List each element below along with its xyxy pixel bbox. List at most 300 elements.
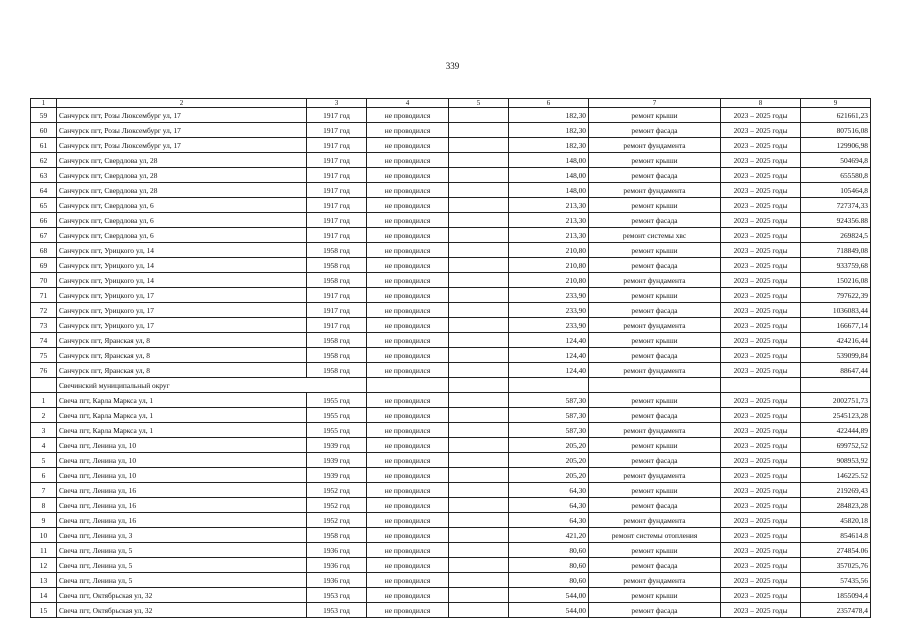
row-number-cell: 72 bbox=[31, 303, 57, 318]
address-cell: Санчурск пгт, Свердлова ул, 28 bbox=[57, 153, 307, 168]
table-row bbox=[31, 513, 871, 528]
year-cell: 1917 год bbox=[307, 198, 367, 213]
empty-cell bbox=[449, 273, 509, 288]
period-cell: 2023 – 2025 годы bbox=[721, 168, 801, 183]
area-cell: 182,30 bbox=[509, 138, 589, 153]
year-cell: 1952 год bbox=[307, 483, 367, 498]
period-cell: 2023 – 2025 годы bbox=[721, 303, 801, 318]
status-cell: не проводился bbox=[367, 438, 449, 453]
year-cell: 1939 год bbox=[307, 468, 367, 483]
work-type-cell: ремонт фасада bbox=[589, 453, 721, 468]
area-cell: 182,30 bbox=[509, 123, 589, 138]
empty-cell bbox=[449, 153, 509, 168]
address-cell: Свеча пгт, Карла Маркса ул, 1 bbox=[57, 423, 307, 438]
table-row bbox=[31, 153, 871, 168]
table-row bbox=[31, 213, 871, 228]
address-cell: Свеча пгт, Октябрьская ул, 32 bbox=[57, 588, 307, 603]
cost-cell: 146225.52 bbox=[801, 468, 871, 483]
empty-cell bbox=[449, 498, 509, 513]
cost-cell: 284823,28 bbox=[801, 498, 871, 513]
status-cell: не проводился bbox=[367, 153, 449, 168]
section-empty-cell bbox=[509, 378, 589, 393]
row-number-cell: 70 bbox=[31, 273, 57, 288]
status-cell: не проводился bbox=[367, 123, 449, 138]
table-row bbox=[31, 288, 871, 303]
table-row bbox=[31, 333, 871, 348]
address-cell: Свеча пгт, Ленина ул, 10 bbox=[57, 438, 307, 453]
works-table bbox=[30, 98, 871, 618]
col-header: 6 bbox=[509, 99, 589, 108]
status-cell: не проводился bbox=[367, 198, 449, 213]
row-number-cell: 75 bbox=[31, 348, 57, 363]
cost-cell: 219269,43 bbox=[801, 483, 871, 498]
period-cell: 2023 – 2025 годы bbox=[721, 288, 801, 303]
period-cell: 2023 – 2025 годы bbox=[721, 243, 801, 258]
period-cell: 2023 – 2025 годы bbox=[721, 543, 801, 558]
area-cell: 148,00 bbox=[509, 168, 589, 183]
area-cell: 64,30 bbox=[509, 483, 589, 498]
work-type-cell: ремонт системы отопления bbox=[589, 528, 721, 543]
period-cell: 2023 – 2025 годы bbox=[721, 258, 801, 273]
empty-cell bbox=[449, 228, 509, 243]
empty-cell bbox=[449, 108, 509, 123]
empty-cell bbox=[449, 513, 509, 528]
cost-cell: 45820,18 bbox=[801, 513, 871, 528]
year-cell: 1936 год bbox=[307, 543, 367, 558]
row-number-cell: 13 bbox=[31, 573, 57, 588]
area-cell: 80,60 bbox=[509, 543, 589, 558]
work-type-cell: ремонт крыши bbox=[589, 588, 721, 603]
year-cell: 1917 год bbox=[307, 228, 367, 243]
section-title: Свечинский муниципальный округ bbox=[57, 378, 367, 393]
section-empty-cell bbox=[589, 378, 721, 393]
status-cell: не проводился bbox=[367, 333, 449, 348]
status-cell: не проводился bbox=[367, 168, 449, 183]
status-cell: не проводился bbox=[367, 603, 449, 618]
row-number-cell: 2 bbox=[31, 408, 57, 423]
period-cell: 2023 – 2025 годы bbox=[721, 363, 801, 378]
table-row bbox=[31, 228, 871, 243]
area-cell: 233,90 bbox=[509, 318, 589, 333]
empty-cell bbox=[449, 453, 509, 468]
row-number-cell: 14 bbox=[31, 588, 57, 603]
col-header: 3 bbox=[307, 99, 367, 108]
address-cell: Санчурск пгт, Урицкого ул, 14 bbox=[57, 258, 307, 273]
status-cell: не проводился bbox=[367, 303, 449, 318]
cost-cell: 1036083,44 bbox=[801, 303, 871, 318]
period-cell: 2023 – 2025 годы bbox=[721, 183, 801, 198]
area-cell: 124,40 bbox=[509, 348, 589, 363]
period-cell: 2023 – 2025 годы bbox=[721, 573, 801, 588]
year-cell: 1958 год bbox=[307, 333, 367, 348]
cost-cell: 797622,39 bbox=[801, 288, 871, 303]
status-cell: не проводился bbox=[367, 363, 449, 378]
year-cell: 1958 год bbox=[307, 243, 367, 258]
row-number-cell: 6 bbox=[31, 468, 57, 483]
cost-cell: 655580,8 bbox=[801, 168, 871, 183]
empty-cell bbox=[449, 303, 509, 318]
col-header: 1 bbox=[31, 99, 57, 108]
address-cell: Санчурск пгт, Свердлова ул, 6 bbox=[57, 213, 307, 228]
year-cell: 1917 год bbox=[307, 123, 367, 138]
period-cell: 2023 – 2025 годы bbox=[721, 123, 801, 138]
area-cell: 80,60 bbox=[509, 558, 589, 573]
empty-cell bbox=[449, 423, 509, 438]
row-number-cell: 69 bbox=[31, 258, 57, 273]
period-cell: 2023 – 2025 годы bbox=[721, 483, 801, 498]
address-cell: Свеча пгт, Ленина ул, 16 bbox=[57, 483, 307, 498]
period-cell: 2023 – 2025 годы bbox=[721, 333, 801, 348]
cost-cell: 933759,68 bbox=[801, 258, 871, 273]
cost-cell: 2357478,4 bbox=[801, 603, 871, 618]
section-empty-cell bbox=[721, 378, 801, 393]
empty-cell bbox=[449, 393, 509, 408]
period-cell: 2023 – 2025 годы bbox=[721, 453, 801, 468]
table-row bbox=[31, 483, 871, 498]
empty-cell bbox=[449, 258, 509, 273]
area-cell: 124,40 bbox=[509, 363, 589, 378]
empty-cell bbox=[449, 438, 509, 453]
work-type-cell: ремонт фундамента bbox=[589, 468, 721, 483]
table-row bbox=[31, 468, 871, 483]
work-type-cell: ремонт фасада bbox=[589, 408, 721, 423]
col-header: 8 bbox=[721, 99, 801, 108]
address-cell: Санчурск пгт, Розы Люксембург ул, 17 bbox=[57, 123, 307, 138]
table-row bbox=[31, 423, 871, 438]
area-cell: 210,80 bbox=[509, 258, 589, 273]
cost-cell: 924356.88 bbox=[801, 213, 871, 228]
empty-cell bbox=[449, 213, 509, 228]
row-number-cell: 59 bbox=[31, 108, 57, 123]
area-cell: 148,00 bbox=[509, 183, 589, 198]
table-row bbox=[31, 573, 871, 588]
work-type-cell: ремонт системы хвс bbox=[589, 228, 721, 243]
table-row bbox=[31, 183, 871, 198]
empty-cell bbox=[449, 318, 509, 333]
cost-cell: 1855094,4 bbox=[801, 588, 871, 603]
area-cell: 182,30 bbox=[509, 108, 589, 123]
period-cell: 2023 – 2025 годы bbox=[721, 153, 801, 168]
year-cell: 1958 год bbox=[307, 258, 367, 273]
row-number-cell: 61 bbox=[31, 138, 57, 153]
year-cell: 1917 год bbox=[307, 288, 367, 303]
row-number-cell: 9 bbox=[31, 513, 57, 528]
cost-cell: 57435,56 bbox=[801, 573, 871, 588]
address-cell: Санчурск пгт, Розы Люксембург ул, 17 bbox=[57, 138, 307, 153]
address-cell: Санчурск пгт, Урицкого ул, 17 bbox=[57, 318, 307, 333]
cost-cell: 504694,8 bbox=[801, 153, 871, 168]
period-cell: 2023 – 2025 годы bbox=[721, 423, 801, 438]
table-row bbox=[31, 543, 871, 558]
area-cell: 205,20 bbox=[509, 468, 589, 483]
year-cell: 1958 год bbox=[307, 273, 367, 288]
empty-cell bbox=[449, 528, 509, 543]
year-cell: 1953 год bbox=[307, 588, 367, 603]
cost-cell: 2545123,28 bbox=[801, 408, 871, 423]
table-row bbox=[31, 108, 871, 123]
address-cell: Свеча пгт, Октябрьская ул, 32 bbox=[57, 603, 307, 618]
address-cell: Санчурск пгт, Свердлова ул, 6 bbox=[57, 198, 307, 213]
table-row bbox=[31, 393, 871, 408]
row-number-cell: 62 bbox=[31, 153, 57, 168]
empty-cell bbox=[449, 468, 509, 483]
row-number-cell: 67 bbox=[31, 228, 57, 243]
year-cell: 1917 год bbox=[307, 153, 367, 168]
empty-cell bbox=[449, 243, 509, 258]
row-number-cell: 66 bbox=[31, 213, 57, 228]
row-number-cell: 68 bbox=[31, 243, 57, 258]
period-cell: 2023 – 2025 годы bbox=[721, 393, 801, 408]
year-cell: 1939 год bbox=[307, 438, 367, 453]
period-cell: 2023 – 2025 годы bbox=[721, 513, 801, 528]
address-cell: Санчурск пгт, Свердлова ул, 28 bbox=[57, 168, 307, 183]
address-cell: Свеча пгт, Ленина ул, 3 bbox=[57, 528, 307, 543]
area-cell: 544,00 bbox=[509, 603, 589, 618]
year-cell: 1939 год bbox=[307, 453, 367, 468]
year-cell: 1958 год bbox=[307, 363, 367, 378]
row-number-cell: 12 bbox=[31, 558, 57, 573]
empty-cell bbox=[449, 183, 509, 198]
cost-cell: 269824,5 bbox=[801, 228, 871, 243]
address-cell: Санчурск пгт, Урицкого ул, 14 bbox=[57, 273, 307, 288]
row-number-cell: 73 bbox=[31, 318, 57, 333]
year-cell: 1917 год bbox=[307, 108, 367, 123]
cost-cell: 150216,08 bbox=[801, 273, 871, 288]
period-cell: 2023 – 2025 годы bbox=[721, 438, 801, 453]
table-row bbox=[31, 258, 871, 273]
address-cell: Санчурск пгт, Яранская ул, 8 bbox=[57, 348, 307, 363]
address-cell: Свеча пгт, Ленина ул, 16 bbox=[57, 513, 307, 528]
cost-cell: 2002751,73 bbox=[801, 393, 871, 408]
area-cell: 544,00 bbox=[509, 588, 589, 603]
work-type-cell: ремонт крыши bbox=[589, 153, 721, 168]
page-number: 339 bbox=[445, 61, 460, 71]
section-empty-cell bbox=[367, 378, 449, 393]
empty-cell bbox=[449, 558, 509, 573]
status-cell: не проводился bbox=[367, 348, 449, 363]
year-cell: 1917 год bbox=[307, 318, 367, 333]
cost-cell: 807516,08 bbox=[801, 123, 871, 138]
cost-cell: 422444,89 bbox=[801, 423, 871, 438]
area-cell: 587,30 bbox=[509, 408, 589, 423]
table-row bbox=[31, 438, 871, 453]
table-row bbox=[31, 318, 871, 333]
table-row bbox=[31, 123, 871, 138]
period-cell: 2023 – 2025 годы bbox=[721, 318, 801, 333]
status-cell: не проводился bbox=[367, 468, 449, 483]
address-cell: Санчурск пгт, Урицкого ул, 14 bbox=[57, 243, 307, 258]
table-row bbox=[31, 408, 871, 423]
area-cell: 64,30 bbox=[509, 513, 589, 528]
work-type-cell: ремонт фасада bbox=[589, 258, 721, 273]
area-cell: 210,80 bbox=[509, 273, 589, 288]
table-row bbox=[31, 363, 871, 378]
area-cell: 205,20 bbox=[509, 453, 589, 468]
period-cell: 2023 – 2025 годы bbox=[721, 198, 801, 213]
table-row bbox=[31, 198, 871, 213]
row-number-cell: 63 bbox=[31, 168, 57, 183]
cost-cell: 166677,14 bbox=[801, 318, 871, 333]
area-cell: 64,30 bbox=[509, 498, 589, 513]
table-row bbox=[31, 528, 871, 543]
year-cell: 1955 год bbox=[307, 408, 367, 423]
area-cell: 213,30 bbox=[509, 213, 589, 228]
cost-cell: 357025,76 bbox=[801, 558, 871, 573]
year-cell: 1917 год bbox=[307, 138, 367, 153]
address-cell: Свеча пгт, Ленина ул, 5 bbox=[57, 573, 307, 588]
table-row bbox=[31, 168, 871, 183]
work-type-cell: ремонт крыши bbox=[589, 393, 721, 408]
year-cell: 1952 год bbox=[307, 513, 367, 528]
period-cell: 2023 – 2025 годы bbox=[721, 498, 801, 513]
status-cell: не проводился bbox=[367, 108, 449, 123]
table-row bbox=[31, 348, 871, 363]
empty-cell bbox=[449, 408, 509, 423]
year-cell: 1936 год bbox=[307, 558, 367, 573]
row-number-cell: 60 bbox=[31, 123, 57, 138]
empty-cell bbox=[449, 288, 509, 303]
work-type-cell: ремонт фундамента bbox=[589, 363, 721, 378]
area-cell: 233,90 bbox=[509, 303, 589, 318]
empty-cell bbox=[449, 603, 509, 618]
table-row bbox=[31, 588, 871, 603]
address-cell: Свеча пгт, Ленина ул, 5 bbox=[57, 558, 307, 573]
address-cell: Санчурск пгт, Свердлова ул, 28 bbox=[57, 183, 307, 198]
period-cell: 2023 – 2025 годы bbox=[721, 468, 801, 483]
cost-cell: 539099,84 bbox=[801, 348, 871, 363]
work-type-cell: ремонт крыши bbox=[589, 288, 721, 303]
area-cell: 421,20 bbox=[509, 528, 589, 543]
year-cell: 1955 год bbox=[307, 393, 367, 408]
area-cell: 213,30 bbox=[509, 198, 589, 213]
address-cell: Санчурск пгт, Свердлова ул, 6 bbox=[57, 228, 307, 243]
status-cell: не проводился bbox=[367, 318, 449, 333]
work-type-cell: ремонт крыши bbox=[589, 198, 721, 213]
year-cell: 1917 год bbox=[307, 303, 367, 318]
area-cell: 148,00 bbox=[509, 153, 589, 168]
work-type-cell: ремонт крыши bbox=[589, 108, 721, 123]
period-cell: 2023 – 2025 годы bbox=[721, 528, 801, 543]
work-type-cell: ремонт фасада bbox=[589, 348, 721, 363]
col-header: 7 bbox=[589, 99, 721, 108]
work-type-cell: ремонт фасада bbox=[589, 168, 721, 183]
status-cell: не проводился bbox=[367, 483, 449, 498]
address-cell: Свеча пгт, Карла Маркса ул, 1 bbox=[57, 408, 307, 423]
status-cell: не проводился bbox=[367, 498, 449, 513]
work-type-cell: ремонт фундамента bbox=[589, 138, 721, 153]
cost-cell: 718849,08 bbox=[801, 243, 871, 258]
work-type-cell: ремонт фундамента bbox=[589, 273, 721, 288]
work-type-cell: ремонт фасада bbox=[589, 123, 721, 138]
cost-cell: 88647,44 bbox=[801, 363, 871, 378]
address-cell: Свеча пгт, Ленина ул, 16 bbox=[57, 498, 307, 513]
area-cell: 233,90 bbox=[509, 288, 589, 303]
status-cell: не проводился bbox=[367, 273, 449, 288]
address-cell: Свеча пгт, Ленина ул, 5 bbox=[57, 543, 307, 558]
table-row bbox=[31, 453, 871, 468]
status-cell: не проводился bbox=[367, 543, 449, 558]
cost-cell: 274854.06 bbox=[801, 543, 871, 558]
work-type-cell: ремонт фасада bbox=[589, 558, 721, 573]
row-number-cell: 65 bbox=[31, 198, 57, 213]
row-number-cell: 7 bbox=[31, 483, 57, 498]
work-type-cell: ремонт крыши bbox=[589, 438, 721, 453]
col-header: 9 bbox=[801, 99, 871, 108]
area-cell: 124,40 bbox=[509, 333, 589, 348]
row-number-cell: 74 bbox=[31, 333, 57, 348]
cost-cell: 854614.8 bbox=[801, 528, 871, 543]
row-number-cell: 11 bbox=[31, 543, 57, 558]
area-cell: 210,80 bbox=[509, 243, 589, 258]
work-type-cell: ремонт фундамента bbox=[589, 423, 721, 438]
year-cell: 1917 год bbox=[307, 183, 367, 198]
work-type-cell: ремонт крыши bbox=[589, 243, 721, 258]
period-cell: 2023 – 2025 годы bbox=[721, 588, 801, 603]
area-cell: 587,30 bbox=[509, 423, 589, 438]
row-number-cell: 76 bbox=[31, 363, 57, 378]
status-cell: не проводился bbox=[367, 258, 449, 273]
work-type-cell: ремонт фундамента bbox=[589, 513, 721, 528]
row-number-cell: 5 bbox=[31, 453, 57, 468]
period-cell: 2023 – 2025 годы bbox=[721, 228, 801, 243]
address-cell: Санчурск пгт, Яранская ул, 8 bbox=[57, 333, 307, 348]
cost-cell: 621661,23 bbox=[801, 108, 871, 123]
period-cell: 2023 – 2025 годы bbox=[721, 558, 801, 573]
period-cell: 2023 – 2025 годы bbox=[721, 273, 801, 288]
cost-cell: 699752,52 bbox=[801, 438, 871, 453]
work-type-cell: ремонт крыши bbox=[589, 483, 721, 498]
col-header: 2 bbox=[57, 99, 307, 108]
empty-cell bbox=[449, 123, 509, 138]
row-number-cell: 71 bbox=[31, 288, 57, 303]
period-cell: 2023 – 2025 годы bbox=[721, 348, 801, 363]
address-cell: Санчурск пгт, Яранская ул, 8 bbox=[57, 363, 307, 378]
empty-cell bbox=[449, 543, 509, 558]
table-row bbox=[31, 603, 871, 618]
column-number-row bbox=[31, 99, 871, 108]
empty-cell bbox=[449, 138, 509, 153]
status-cell: не проводился bbox=[367, 138, 449, 153]
status-cell: не проводился bbox=[367, 228, 449, 243]
status-cell: не проводился bbox=[367, 213, 449, 228]
cost-cell: 424216,44 bbox=[801, 333, 871, 348]
work-type-cell: ремонт фасада bbox=[589, 213, 721, 228]
empty-cell bbox=[449, 363, 509, 378]
address-cell: Свеча пгт, Ленина ул, 10 bbox=[57, 468, 307, 483]
address-cell: Свеча пгт, Карла Маркса ул, 1 bbox=[57, 393, 307, 408]
status-cell: не проводился bbox=[367, 453, 449, 468]
period-cell: 2023 – 2025 годы bbox=[721, 603, 801, 618]
status-cell: не проводился bbox=[367, 558, 449, 573]
period-cell: 2023 – 2025 годы bbox=[721, 213, 801, 228]
work-type-cell: ремонт крыши bbox=[589, 543, 721, 558]
cost-cell: 129906,98 bbox=[801, 138, 871, 153]
cost-cell: 908953,92 bbox=[801, 453, 871, 468]
status-cell: не проводился bbox=[367, 243, 449, 258]
area-cell: 205,20 bbox=[509, 438, 589, 453]
col-header: 4 bbox=[367, 99, 449, 108]
year-cell: 1917 год bbox=[307, 213, 367, 228]
table-row bbox=[31, 138, 871, 153]
row-number-cell: 10 bbox=[31, 528, 57, 543]
year-cell: 1952 год bbox=[307, 498, 367, 513]
section-empty-cell bbox=[801, 378, 871, 393]
work-type-cell: ремонт фундамента bbox=[589, 573, 721, 588]
status-cell: не проводился bbox=[367, 408, 449, 423]
period-cell: 2023 – 2025 годы bbox=[721, 408, 801, 423]
cost-cell: 727374,33 bbox=[801, 198, 871, 213]
section-row bbox=[31, 378, 871, 393]
